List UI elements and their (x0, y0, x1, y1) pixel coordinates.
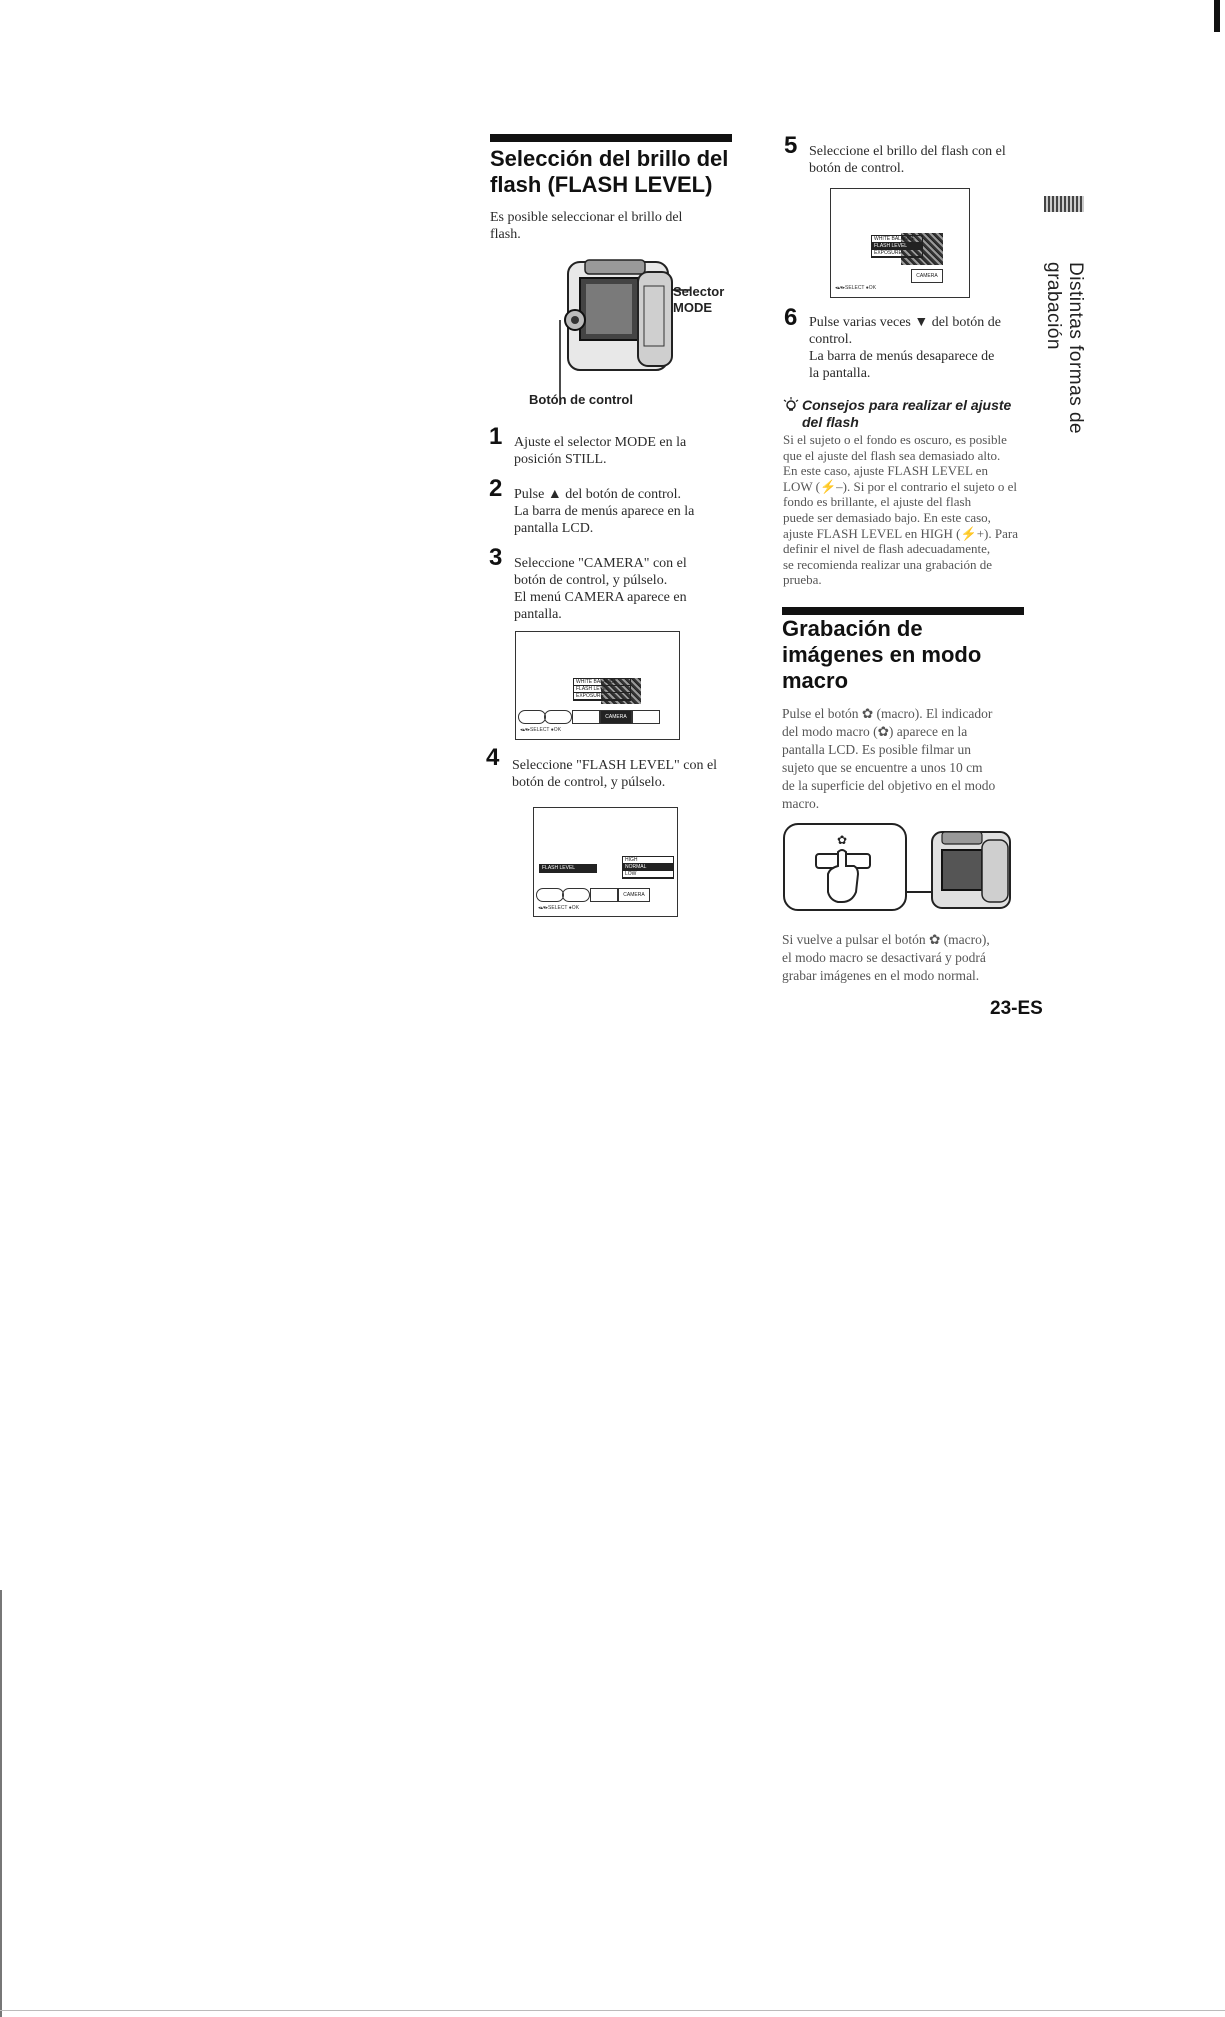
lcd-tab (590, 888, 618, 902)
step-2-text: Pulse ▲ del botón de control. La barra de menús aparece en la pantalla LCD. (514, 487, 695, 536)
step-1-number: 1 (489, 423, 503, 450)
page-number: 23-ES (990, 998, 1043, 1019)
scan-edge-line (0, 1590, 2, 2017)
section-title: Selección del brillo del flash (FLASH LEVEL) (490, 146, 729, 197)
lcd-menu-pill (562, 888, 590, 902)
tips-title: Consejos para realizar el ajuste del flash (802, 397, 1012, 430)
lcd-camera-tab: CAMERA (618, 888, 650, 902)
step-4-number: 4 (486, 744, 500, 771)
lcd-tab (572, 710, 600, 724)
side-tab-graphic (1044, 196, 1084, 212)
step-6-text: Pulse varias veces ▼ del botón de control. La barra de menús desaparece de la pantalla. (809, 315, 1001, 381)
tips-body: Si el sujeto o el fondo es oscuro, es posible que el ajuste del flash sea demasiado alto. En este caso, ajuste FLASH LEVEL en LOW (⚡–). Si por el contrario el sujeto o el fondo es brillante, el ajuste del flash puede ser demasiado bajo. En este caso, ajuste FLASH LEVEL en HIGH (⚡+). Para definir el nivel de flash adecuadamente, se recomienda realizar una grabación de prueba. (783, 432, 1018, 588)
macro-button-illustration (782, 822, 1022, 914)
section-rule (490, 134, 732, 142)
selector-mode-label: Selector MODE (673, 284, 725, 315)
lcd-level-options: HIGH NORMAL LOW (622, 856, 674, 879)
lcd-bottom-bar: ◂▴▾▸SELECT ●OK (538, 905, 580, 911)
lcd-menu-pill (518, 710, 546, 724)
camcorder-icon (540, 250, 740, 410)
lcd-menu-pill (536, 888, 564, 902)
section-title: Grabación de imágenes en modo macro (782, 616, 982, 693)
lcd-menu: FLASH LEVEL (539, 864, 597, 873)
lcd-screen-flash-select (830, 188, 970, 298)
scan-edge-mark (1214, 0, 1220, 32)
svg-text:✿: ✿ (837, 833, 848, 847)
step-3-text: Seleccione "CAMERA" con el botón de control, y púlselo. El menú CAMERA aparece en pantalla. (514, 556, 687, 622)
step-5-text: Seleccione el brillo del flash con el botón de control. (809, 144, 1006, 176)
lcd-screen-camera-menu (515, 631, 680, 740)
lcd-screen-flash-level (533, 807, 678, 917)
step-4-text: Seleccione "FLASH LEVEL" con el botón de control, y púlselo. (512, 758, 718, 790)
lcd-menu: WHITE BALANCE FLASH LEVEL EXPOSURE (871, 235, 923, 258)
scan-bottom-line (0, 2010, 1225, 2011)
control-button-label: Botón de control (529, 392, 633, 407)
macro-paragraph-2: Si vuelve a pulsar el botón ✿ (macro), el modo macro se desactivará y podrá grabar imágenes en el modo normal. (782, 932, 990, 983)
lcd-camera-tab: CAMERA (600, 710, 632, 724)
step-5-number: 5 (784, 132, 798, 159)
side-tab-text: Distintas formas de grabación (1043, 262, 1086, 435)
lcd-menu-pill (544, 710, 572, 724)
lcd-camera-tab: CAMERA (911, 269, 943, 283)
lcd-tab (632, 710, 660, 724)
step-3-number: 3 (489, 544, 503, 571)
section-intro: Es posible seleccionar el brillo del flash. (490, 210, 683, 242)
section-rule (782, 607, 1024, 615)
camera-illustration (540, 250, 740, 410)
lcd-menu: WHITE BALANCE FLASH LEVEL EXPOSURE (573, 678, 631, 701)
lcd-bottom-bar: ◂▴▾▸SELECT ●OK (520, 727, 562, 733)
macro-paragraph: Pulse el botón ✿ (macro). El indicador del modo macro (✿) aparece en la pantalla LCD. Es posible filmar un sujeto que se encuentre a unos 10 cm de la superficie del objetivo en el modo macro. (782, 706, 996, 811)
tip-bulb-icon (783, 397, 799, 415)
step-6-number: 6 (784, 304, 798, 331)
step-1-text: Ajuste el selector MODE en la posición STILL. (514, 435, 687, 467)
lcd-bottom-bar: ◂▴▾▸SELECT ●OK (835, 285, 877, 291)
step-2-number: 2 (489, 475, 503, 502)
